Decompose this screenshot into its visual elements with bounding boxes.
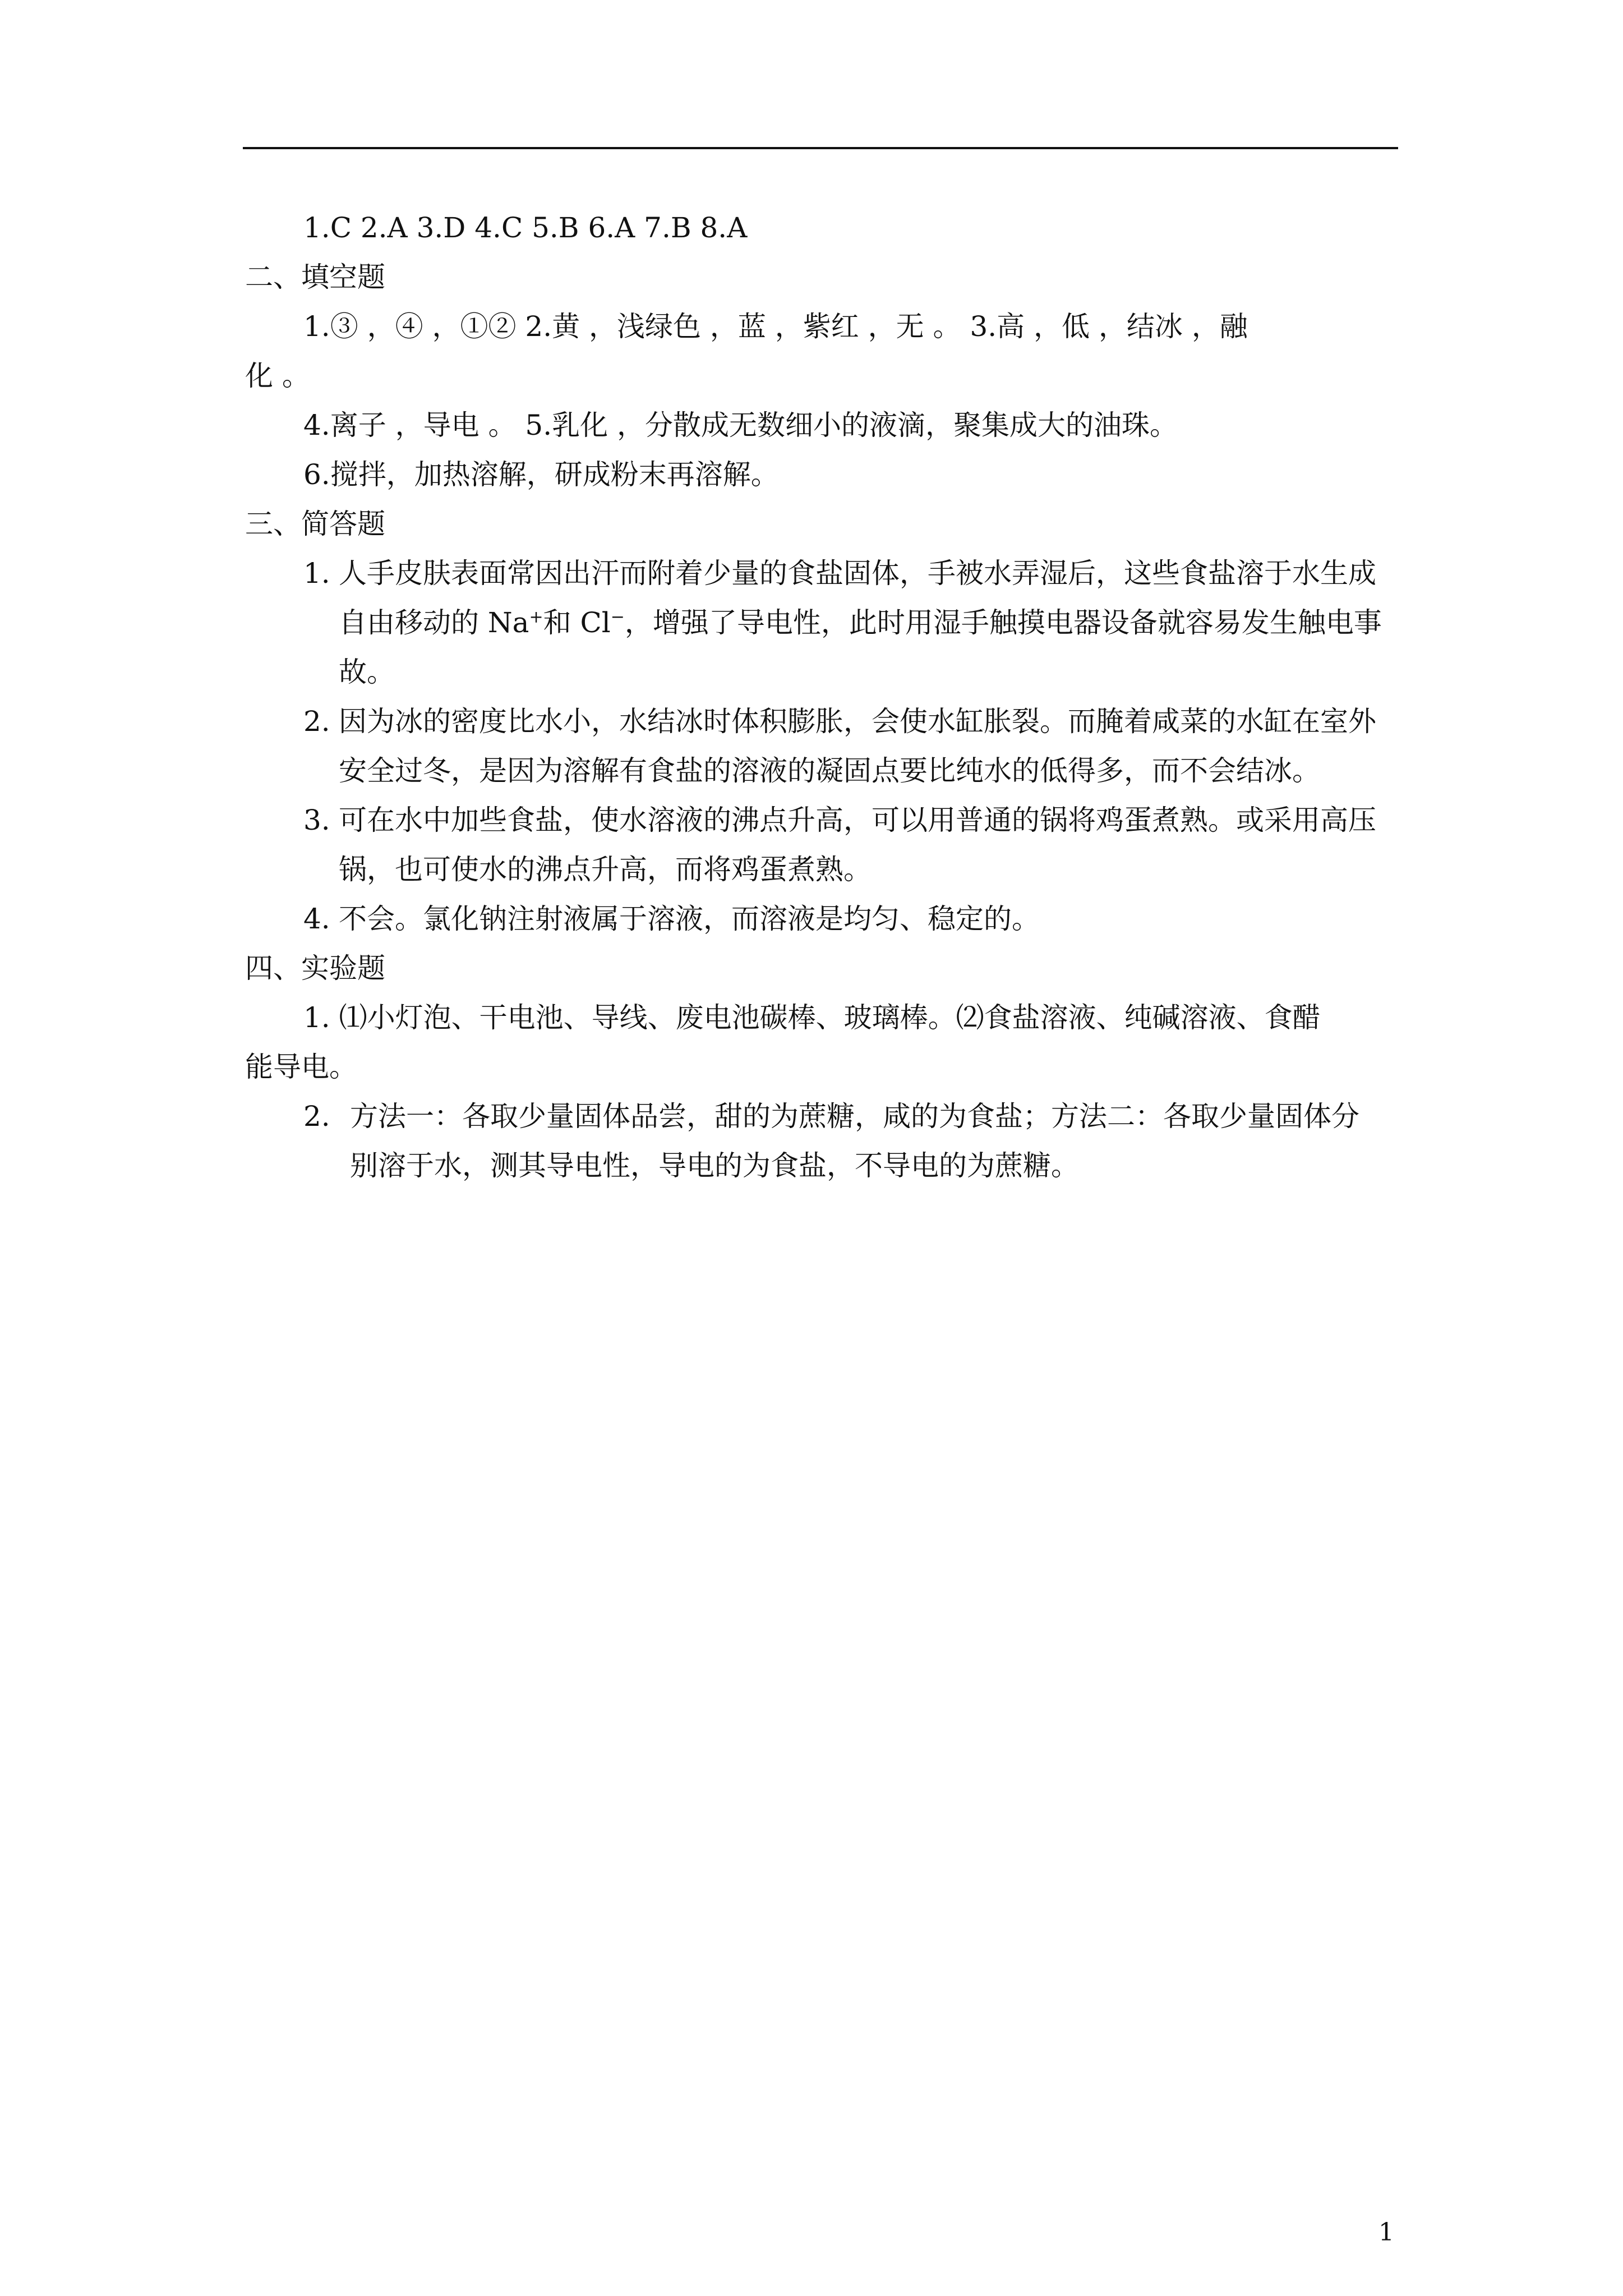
page-number: 1 (1378, 2218, 1394, 2247)
short-answer-q1-line2 (339, 598, 1400, 647)
short-answer-q2-line1: 因为冰的密度比水小，水结冰时体积膨胀，会使水缸胀裂。而腌着咸菜的水缸在室外 (339, 705, 1376, 738)
short-answer-item-4 (245, 894, 1400, 944)
short-answer-item-3 (245, 795, 1400, 894)
short-answer-q2-line2: 安全过冬，是因为溶解有食盐的溶液的凝固点要比纯水的低得多，而不会结冰。 (339, 754, 1320, 787)
fill-blank-q6: 6.搅拌，加热溶解，研成粉末再溶解。 (303, 458, 779, 491)
text-segment: 和 Cl (543, 606, 611, 639)
experiment-q2-line2: 别溶于水，测其导电性，导电的为食盐，不导电的为蔗糖。 (350, 1149, 1079, 1182)
fill-blank-q1-line1: 1.③ ，④ ，①② 2.黄 ，浅绿色 ，蓝 ，紫红 ，无 。 3.高 ，低 ，结冰 ，融 (303, 310, 1248, 343)
text-segment: 自由移动的 Na (339, 606, 529, 639)
section-heading-short-answer: 三、简答题 (245, 508, 385, 540)
fill-blank-q4: 4.离子 ，导电 。 5.乳化 ，分散成无数细小的液滴，聚集成大的油珠。 (303, 409, 1178, 441)
header-rule (243, 147, 1398, 149)
item-number: 2. (303, 705, 330, 738)
fill-blank-q1-line2: 化 。 (245, 360, 310, 392)
text-segment: ，增强了导电性，此时用湿手触摸电器设备就容易发生触电事 (624, 606, 1382, 639)
short-answer-q3-line1: 可在水中加些食盐，使水溶液的沸点升高，可以用普通的锅将鸡蛋煮熟。或采用高压 (339, 804, 1376, 836)
section-heading-experiment: 四、实验题 (245, 952, 385, 984)
short-answer-item-2 (245, 697, 1400, 795)
short-answer-q3-line2: 锅，也可使水的沸点升高，而将鸡蛋煮熟。 (339, 853, 872, 886)
item-number: 1. (303, 557, 330, 590)
section-heading-fill-blank: 二、填空题 (245, 261, 385, 293)
short-answer-q1-line3: 故。 (339, 656, 395, 688)
short-answer-q1-line1: 人手皮肤表面常因出汗而附着少量的食盐固体，手被水弄湿后，这些食盐溶于水生成 (339, 557, 1376, 590)
superscript-plus: + (529, 607, 543, 627)
item-number: 3. (303, 804, 330, 836)
short-answer-q4-line1: 不会。氯化钠注射液属于溶液，而溶液是均匀、稳定的。 (339, 903, 1040, 935)
superscript-minus: − (610, 607, 625, 627)
experiment-q1-line2: 能导电。 (245, 1051, 357, 1083)
answer-content (245, 203, 1400, 1190)
experiment-item-2 (245, 1092, 1400, 1190)
item-number: 2. (303, 1100, 330, 1133)
choice-answers: 1.C 2.A 3.D 4.C 5.B 6.A 7.B 8.A (303, 211, 748, 244)
experiment-q1-line1: 1. ⑴小灯泡、干电池、导线、废电池碳棒、玻璃棒。⑵食盐溶液、纯碱溶液、食醋 (303, 1001, 1321, 1034)
experiment-q2-line1: 方法一：各取少量固体品尝，甜的为蔗糖，咸的为食盐；方法二：各取少量固体分 (350, 1100, 1359, 1133)
item-number: 4. (303, 903, 330, 935)
short-answer-item-1 (245, 549, 1400, 697)
